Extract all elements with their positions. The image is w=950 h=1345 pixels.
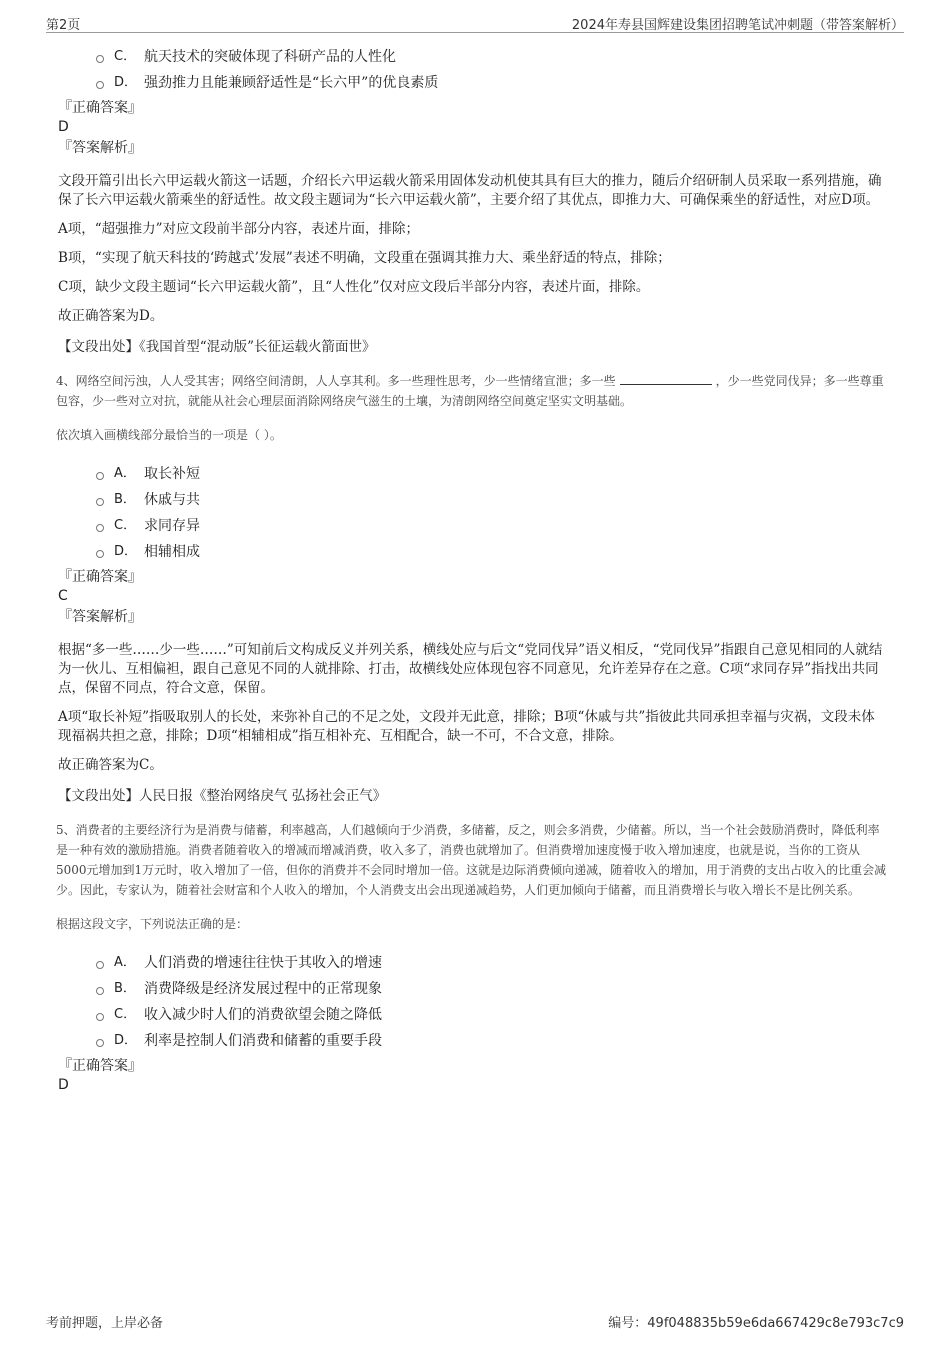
q5-option-b[interactable]: B． 消费降级是经济发展过程中的正常现象 — [96, 976, 888, 1002]
page-number: 第2页 — [46, 18, 81, 33]
q5-prompt: 根据这段文字，下列说法正确的是： — [56, 917, 249, 931]
q3-analysis-paragraph: C项，缺少文段主题词“长六甲运载火箭”，且“人性化”仅对应文段后半部分内容，表述片面，排除。 — [58, 279, 650, 295]
radio-icon[interactable] — [96, 498, 104, 506]
q3-analysis-label: 『答案解析』 — [58, 140, 142, 156]
q5-option-d[interactable]: D． 利率是控制人们消费和储蓄的重要手段 — [96, 1028, 888, 1054]
radio-icon[interactable] — [96, 1039, 104, 1047]
radio-icon[interactable] — [96, 1013, 104, 1021]
q4-analysis-paragraph: 故正确答案为C。 — [58, 757, 163, 773]
q4-stem: 4、网络空间污浊，人人受其害；网络空间清朗，人人享其利。多一些理性思考，少一些情绪宣泄；多一些 ，少一些党同伐异；多一些尊重包容，少一些对立对抗，就能从社会心理层面消除网络戾气滋生的土壤，为清朗网络空间奠定坚实文明基础。 — [56, 374, 884, 408]
radio-icon[interactable] — [96, 550, 104, 558]
q4-options — [96, 461, 888, 565]
q3-answer: D — [58, 119, 69, 135]
fill-blank — [620, 372, 712, 385]
q3-answer-label: 『正确答案』 — [58, 100, 142, 116]
q4-answer: C — [58, 588, 68, 604]
q4-option-d[interactable]: D． 相辅相成 — [96, 539, 888, 565]
q4-option-c[interactable]: C． 求同存异 — [96, 513, 888, 539]
q3-analysis-paragraph: 文段开篇引出长六甲运载火箭这一话题，介绍长六甲运载火箭采用固体发动机使其具有巨大的推力，随后介绍研制人员采取一系列措施，确保了长六甲运载火箭乘坐的舒适性。故文段主题词为“长六甲运载火箭”，主要介绍了其优点，即推力大、可确保乘坐的舒适性，对应D项。 — [58, 173, 882, 208]
q4-answer-label: 『正确答案』 — [58, 569, 142, 585]
q4-source: 【文段出处】人民日报《整治网络戾气 弘扬社会正气》 — [58, 788, 387, 804]
q5-stem: 5、消费者的主要经济行为是消费与储蓄，利率越高，人们越倾向于少消费，多储蓄，反之，则会多消费，少储蓄。所以，当一个社会鼓励消费时，降低利率是一种有效的激励措施。消费者随着收入的增减而增减消费，收入多了，消费也就增加了。但消费增加速度慢于收入增加速度，也就是说，当你的工资从5000元增加到1万元时，收入增加了一倍，但你的消费并不会同时增加一倍。这就是边际消费倾向递减，随着收入的增加，用于消费的支出占收入的比重会减少。因此，专家认为，随着社会财富和个人收入的增加，个人消费支出会出现递减趋势，人们更加倾向于储蓄，而且消费增长与收入增长不是比例关系。 — [56, 823, 887, 897]
q5-answer-label: 『正确答案』 — [58, 1058, 142, 1074]
radio-icon[interactable] — [96, 961, 104, 969]
document-code: 编号：49f048835b59e6da667429c8e793c7c9 — [608, 1316, 904, 1331]
q5-option-c[interactable]: C． 收入减少时人们的消费欲望会随之降低 — [96, 1002, 888, 1028]
q3-analysis-paragraph: 故正确答案为D。 — [58, 308, 164, 324]
q4-analysis-paragraph: 根据“多一些……少一些……”可知前后文构成反义并列关系，横线处应与后文“党同伐异”语义相反，“党同伐异”指跟自己意见相同的人就结为一伙儿、互相偏袒，跟自己意见不同的人就排除、打击，故横线处应体现包容不同意见，允许差异存在之意。C项“求同存异”指找出共同点，保留不同点，符合文意，保留。 — [58, 642, 883, 696]
radio-icon[interactable] — [96, 987, 104, 995]
radio-icon[interactable] — [96, 524, 104, 532]
footer-slogan: 考前押题，上岸必备 — [46, 1316, 164, 1331]
q4-option-b[interactable]: B． 休戚与共 — [96, 487, 888, 513]
document-title: 2024年寿县国辉建设集团招聘笔试冲刺题（带答案解析） — [571, 18, 904, 33]
q3-source: 【文段出处】《我国首型“混动版”长征运载火箭面世》 — [58, 339, 376, 355]
radio-icon[interactable] — [96, 472, 104, 480]
page-footer — [46, 1312, 904, 1332]
page-header — [46, 12, 904, 33]
q5-option-a[interactable]: A． 人们消费的增速往往快于其收入的增速 — [96, 950, 888, 976]
q3-option-d[interactable]: D． 强劲推力且能兼顾舒适性是“长六甲”的优良素质 — [96, 70, 888, 96]
q3-analysis-paragraph: B项，“实现了航天科技的‘跨越式’发展”表述不明确，文段重在强调其推力大、乘坐舒适的特点，排除； — [58, 250, 671, 266]
q5-answer: D — [58, 1077, 69, 1093]
radio-icon[interactable] — [96, 55, 104, 63]
q3-option-c[interactable]: C． 航天技术的突破体现了科研产品的人性化 — [96, 44, 888, 70]
q4-analysis-paragraph: A项“取长补短”指吸取别人的长处，来弥补自己的不足之处，文段并无此意，排除；B项“休戚与共”指彼此共同承担幸福与灾祸，文段未体现福祸共担之意，排除；D项“相辅相成”指互相补充、互相配合，缺一不可，不合文意，排除。 — [58, 709, 875, 744]
q3-analysis-paragraph: A项，“超强推力”对应文段前半部分内容，表述片面，排除； — [58, 221, 420, 237]
q4-option-a[interactable]: A． 取长补短 — [96, 461, 888, 487]
q4-prompt: 依次填入画横线部分最恰当的一项是（ ）。 — [56, 428, 282, 442]
q3-options — [96, 44, 888, 96]
radio-icon[interactable] — [96, 81, 104, 89]
q4-analysis-label: 『答案解析』 — [58, 609, 142, 625]
page-content — [56, 44, 888, 1096]
q5-options — [96, 950, 888, 1054]
